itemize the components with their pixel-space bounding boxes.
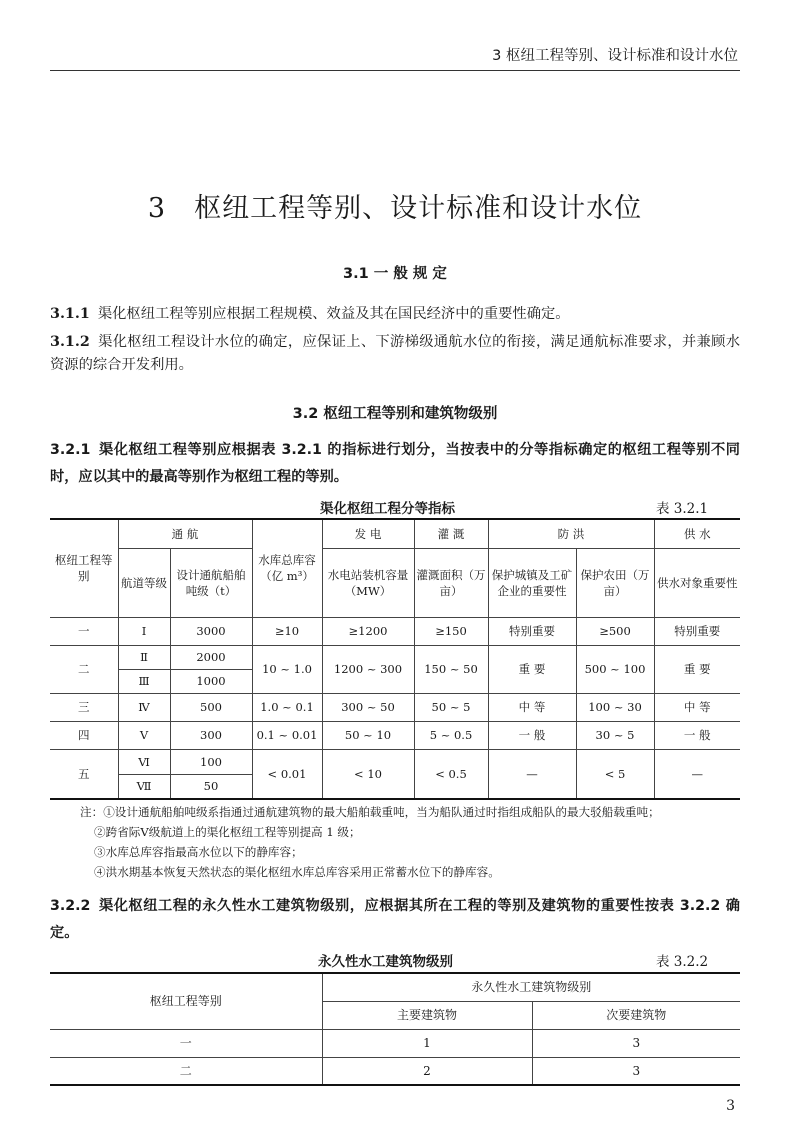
note: ②跨省际Ⅴ级航道上的渠化枢纽工程等别提高 1 级；: [94, 825, 361, 839]
cell: —: [488, 749, 576, 799]
cell: 2000: [170, 645, 252, 669]
cell: 2: [322, 1057, 532, 1085]
th-irrigation: 灌 溉: [414, 519, 488, 548]
th-waterway-class: 航道等级: [118, 548, 170, 617]
cell: 300 ~ 50: [322, 693, 414, 721]
table-row: [50, 617, 740, 645]
section-3-2-title: 3.2 枢纽工程等别和建筑物级别: [292, 406, 498, 422]
cell: Ⅲ: [118, 669, 170, 693]
cell: 10 ~ 1.0: [252, 645, 322, 693]
cell: 一 般: [488, 721, 576, 749]
cell: 50 ~ 10: [322, 721, 414, 749]
cell: 特别重要: [488, 617, 576, 645]
cell: 特别重要: [654, 617, 740, 645]
cell: 3000: [170, 617, 252, 645]
cell: 中 等: [488, 693, 576, 721]
clause-text: 渠化枢纽工程等别应根据工程规模、效益及其在国民经济中的重要性确定。: [97, 306, 570, 322]
table1-number: 表 3.2.1: [656, 501, 709, 517]
chapter-number: 3: [147, 193, 167, 224]
table1-notes: [80, 802, 760, 882]
cell: 一: [50, 1029, 322, 1057]
cell: —: [654, 749, 740, 799]
cell: 重 要: [488, 645, 576, 693]
clause-text: 渠化枢纽工程等别应根据表 3.2.1 的指标进行划分，当按表中的分等指标确定的枢纽工程等别不同时，应以其中的最高等别作为枢纽工程的等别。: [50, 442, 740, 485]
th-supply: 供 水: [654, 519, 740, 548]
th-farmland: 保护农田（万亩）: [576, 548, 654, 617]
note: ③水库总库容指最高水位以下的静库容；: [94, 845, 303, 859]
th-flood: 防 洪: [488, 519, 654, 548]
cell: 一: [50, 617, 118, 645]
th-minor-building: 次要建筑物: [532, 1001, 740, 1029]
th-navigation: 通 航: [118, 519, 252, 548]
th-reservoir: 水库总库容（亿 m³）: [252, 519, 322, 617]
table-row: [50, 693, 740, 721]
cell: 三: [50, 693, 118, 721]
cell: < 0.5: [414, 749, 488, 799]
th-irrigation-area: 灌溉面积（万亩）: [414, 548, 488, 617]
clause-text: 渠化枢纽工程的永久性水工建筑物级别，应根据其所在工程的等别及建筑物的重要性按表 3.2.2 确定。: [50, 898, 740, 941]
table-row: [50, 645, 740, 669]
th-building-level: 永久性水工建筑物级别: [322, 973, 740, 1001]
cell: 二: [50, 1057, 322, 1085]
chapter-title-text: 枢纽工程等别、设计标准和设计水位: [194, 193, 643, 224]
cell: Ⅶ: [118, 774, 170, 799]
cell: 500 ~ 100: [576, 645, 654, 693]
table-row: [50, 1029, 740, 1057]
table2-number: 表 3.2.2: [656, 954, 709, 970]
th-ship-tonnage: 设计通航船舶吨级（t）: [170, 548, 252, 617]
chapter-title: [0, 186, 790, 225]
table-row: [50, 1057, 740, 1085]
note: ④洪水期基本恢复天然状态的渠化枢纽水库总库容采用正常蓄水位下的静库容。: [94, 865, 500, 879]
page-number: 3: [726, 1098, 735, 1114]
cell: 5 ~ 0.5: [414, 721, 488, 749]
th-installed-capacity: 水电站装机容量（MW）: [322, 548, 414, 617]
cell: 150 ~ 50: [414, 645, 488, 693]
th-main-building: 主要建筑物: [322, 1001, 532, 1029]
cell: Ⅳ: [118, 693, 170, 721]
cell: 1.0 ~ 0.1: [252, 693, 322, 721]
cell: ≥150: [414, 617, 488, 645]
cell: Ⅴ: [118, 721, 170, 749]
section-3-1-title: 3.1 一 般 规 定: [343, 266, 447, 282]
cell: 中 等: [654, 693, 740, 721]
cell: 四: [50, 721, 118, 749]
building-level-table: [50, 972, 740, 1086]
table2-caption: 永久性水工建筑物级别: [318, 954, 453, 970]
note: 注：①设计通航船舶吨级系指通过通航建筑物的最大船舶载重吨，当为船队通过时指组成船队的最大驳船载重吨；: [80, 805, 660, 819]
clause-3-2-1: [50, 437, 740, 491]
cell: 0.1 ~ 0.01: [252, 721, 322, 749]
clause-number: 3.2.1: [50, 442, 91, 458]
cell: Ⅱ: [118, 645, 170, 669]
cell: 100: [170, 749, 252, 774]
cell: < 5: [576, 749, 654, 799]
cell: Ⅵ: [118, 749, 170, 774]
clause-3-1-2: [50, 331, 740, 377]
header-rule: [50, 70, 740, 71]
th-supply-importance: 供水对象重要性: [654, 548, 740, 617]
cell: 500: [170, 693, 252, 721]
cell: 一 般: [654, 721, 740, 749]
table-row: [50, 749, 740, 774]
cell: < 10: [322, 749, 414, 799]
cell: Ⅰ: [118, 617, 170, 645]
cell: ≥1200: [322, 617, 414, 645]
cell: 50: [170, 774, 252, 799]
clause-3-1-1: [50, 303, 740, 326]
clause-3-2-2: [50, 893, 740, 947]
cell: 3: [532, 1057, 740, 1085]
th-grade: 枢纽工程等别: [50, 519, 118, 617]
th-grade: 枢纽工程等别: [50, 973, 322, 1029]
cell: < 0.01: [252, 749, 322, 799]
cell: 1000: [170, 669, 252, 693]
cell: 50 ~ 5: [414, 693, 488, 721]
cell: 1: [322, 1029, 532, 1057]
grade-index-table: [50, 518, 740, 800]
cell: 300: [170, 721, 252, 749]
clause-number: 3.2.2: [50, 898, 91, 914]
cell: 30 ~ 5: [576, 721, 654, 749]
cell: 重 要: [654, 645, 740, 693]
cell: 1200 ~ 300: [322, 645, 414, 693]
cell: 100 ~ 30: [576, 693, 654, 721]
table-row: [50, 721, 740, 749]
cell: 二: [50, 645, 118, 693]
table1-caption: 渠化枢纽工程分等指标: [320, 501, 455, 517]
clause-text: 渠化枢纽工程设计水位的确定，应保证上、下游梯级通航水位的衔接，满足通航标准要求，并兼顾水资源的综合开发利用。: [50, 334, 740, 373]
cell: ≥10: [252, 617, 322, 645]
running-header: 3 枢纽工程等别、设计标准和设计水位: [492, 48, 738, 64]
clause-number: 3.1.2: [50, 334, 90, 350]
th-power: 发 电: [322, 519, 414, 548]
cell: 3: [532, 1029, 740, 1057]
th-city-protection: 保护城镇及工矿企业的重要性: [488, 548, 576, 617]
cell: ≥500: [576, 617, 654, 645]
cell: 五: [50, 749, 118, 799]
clause-number: 3.1.1: [50, 306, 90, 322]
